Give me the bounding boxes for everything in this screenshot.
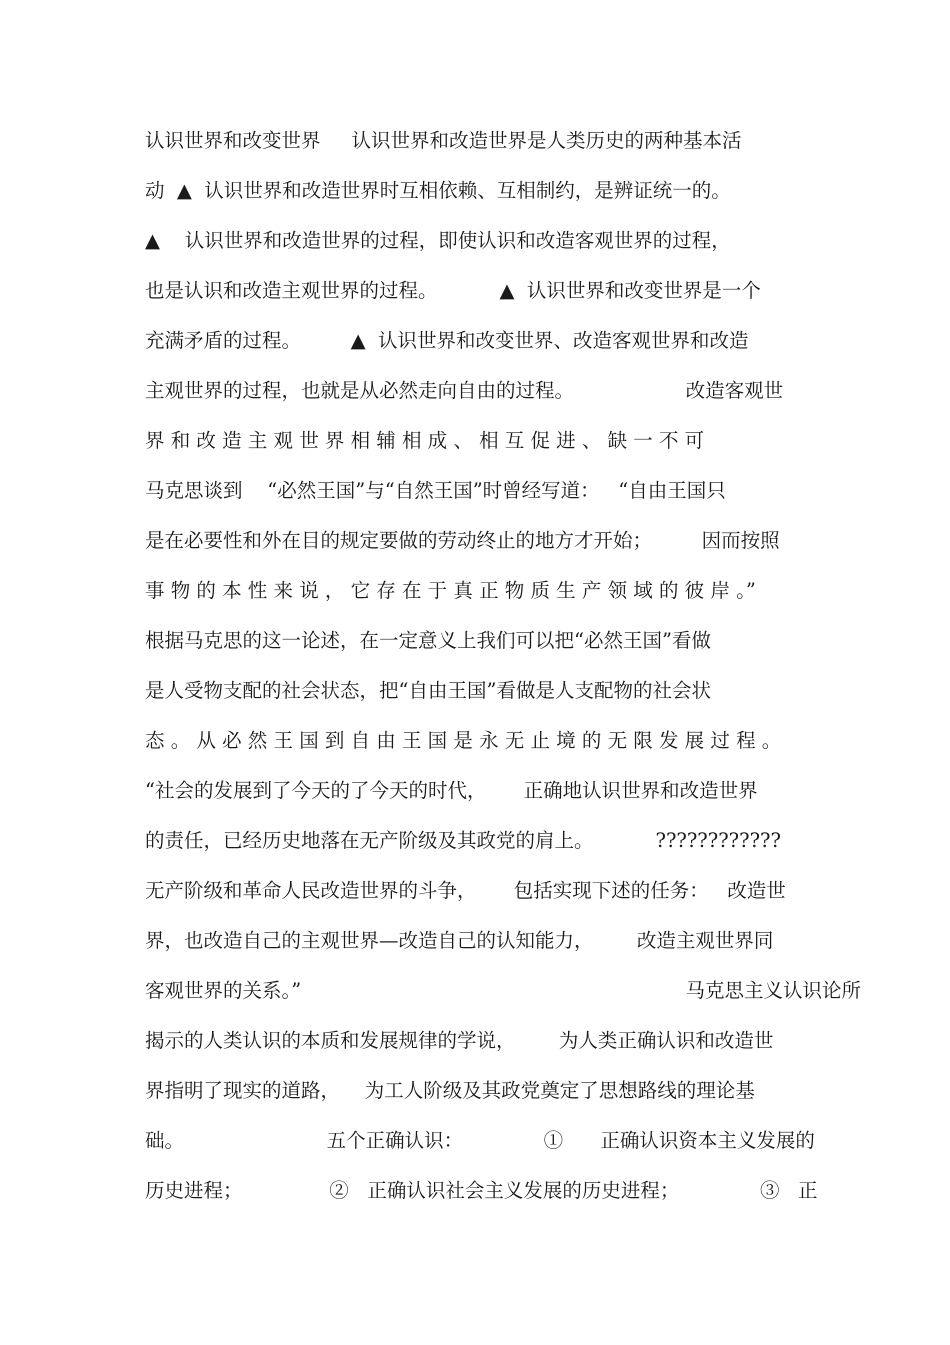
text-line: 界指明了现实的道路， 为工人阶级及其政党奠定了思想路线的理论基 [145,1079,755,1102]
text-line: 认识世界和改变世界 认识世界和改造世界是人类历史的两种基本活 [145,129,742,152]
text-line: “社会的发展到了今天的了今天的时代， 正确地认识世界和改造世界 [145,779,758,802]
text-line: 础。 五个正确认识： ① 正确认识资本主义发展的 [145,1129,815,1152]
text-line: 界，也改造自己的主观世界—改造自己的认知能力， 改造主观世界同 [145,929,774,952]
text-line: 揭示的人类认识的本质和发展规律的学说， 为人类正确认识和改造世 [145,1029,774,1052]
text-line: 无产阶级和革命人民改造世界的斗争， 包括实现下述的任务： 改造世 [145,879,786,902]
text-line: 事 物 的 本 性 来 说 ， 它 存 在 于 真 正 物 质 生 产 领 域 的 彼 岸 。” [145,579,756,602]
text-line: ▲ 认识世界和改造世界的过程，即使认识和改造客观世界的过程， [145,229,731,252]
text-line: 态 。 从 必 然 王 国 到 自 由 王 国 是 永 无 止 境 的 无 限 发 展 过 程 。 [145,729,782,752]
text-line: 动 ▲ 认识世界和改造世界时互相依赖、互相制约，是辨证统一的。 [145,179,731,202]
text-line: 也是认识和改造主观世界的过程。 ▲ 认识世界和改变世界是一个 [145,279,761,302]
text-line: 界 和 改 造 主 观 世 界 相 辅 相 成 、 相 互 促 进 、 缺 一 不 可 [145,429,705,452]
text-line: 客观世界的关系。” 马克思主义认识论所 [145,979,862,1002]
text-line: 的责任，已经历史地落在无产阶级及其政党的肩上。 ???????????? [145,829,781,852]
text-line: 根据马克思的这一论述，在一定意义上我们可以把“必然王国”看做 [145,629,711,652]
text-line: 历史进程； ② 正确认识社会主义发展的历史进程； ③ 正 [145,1179,818,1202]
text-line: 主观世界的过程，也就是从必然走向自由的过程。 改造客观世 [145,379,784,402]
text-line: 是在必要性和外在目的规定要做的劳动终止的地方才开始； 因而按照 [145,529,780,552]
text-line: 马克思谈到 “必然王国”与“自然王国”时曾经写道： “自由王国只 [145,479,726,502]
text-line: 是人受物支配的社会状态，把“自由王国”看做是人支配物的社会状 [145,679,711,702]
text-line: 充满矛盾的过程。 ▲ 认识世界和改变世界、改造客观世界和改造 [145,329,749,352]
